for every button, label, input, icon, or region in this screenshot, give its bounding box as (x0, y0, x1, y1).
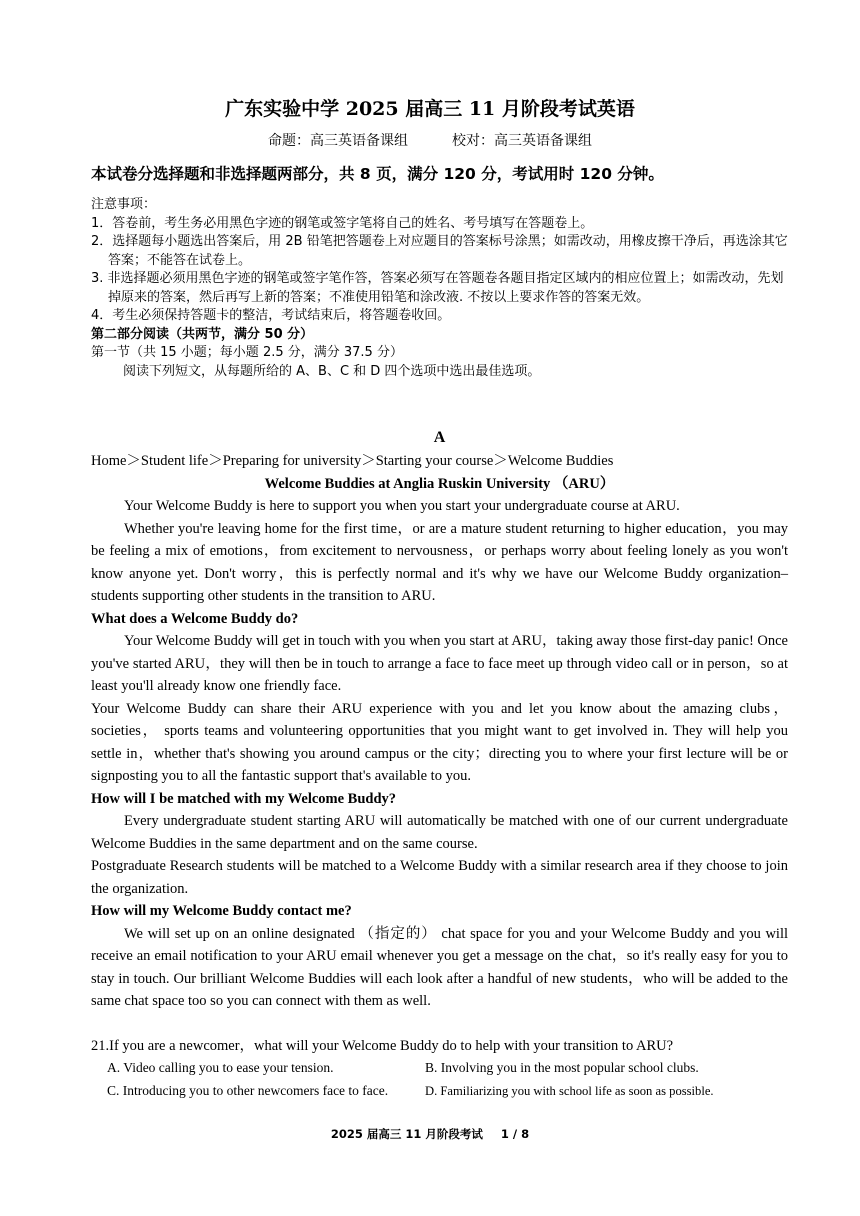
heading-how-contact: How will my Welcome Buddy contact me? (91, 903, 352, 919)
passage-letter: A (433, 429, 446, 446)
paragraph-5: Every undergraduate student starting ARU will automatically be matched with one of our current undergraduate Welcome Buddies in the same department and on the same course. (91, 813, 788, 852)
note-item-1: 1．答卷前，考生务必用黑色字迹的钢笔或签字笔将自己的姓名、考号填写在答题卷上。 (91, 215, 594, 231)
notes-title: 注意事项： (91, 197, 157, 212)
page-subtitle (0, 130, 860, 150)
paragraph-7: We will set up on an online designated （指定的） chat space for you and your Welcome Buddy and you will receive an email notification to your ARU email whenever you get a message on the chat，so it's really easy for you to stay in touch. Our brilliant Welcome Buddies will each look after a handful of new students，who will be added to the same chat space too so you can connect with them as well. (91, 925, 788, 1009)
section1-title: 第一节（共 15 小题；每小题 2.5 分，满分 37.5 分） (91, 345, 403, 360)
passage-title: Welcome Buddies at Anglia Ruskin University （ARU） (264, 475, 615, 492)
paragraph-3: Your Welcome Buddy will get in touch with you when you start at ARU，taking away those first-day panic! Once you've started ARU，they will then be in touch to arrange a face to face meet up through video call or in person，so at least you'll already know one friendly face. (91, 633, 788, 694)
exam-intro: 本试卷分选择题和非选择题两部分，共 8 页，满分 120 分，考试用时 120 分钟。 (91, 165, 664, 183)
options-row-cd (91, 1080, 788, 1103)
heading-what-does-buddy-do: What does a Welcome Buddy do? (91, 610, 299, 627)
paragraph-4: Your Welcome Buddy can share their ARU experience with you and let you know about the amazing clubs，societies， sports teams and volunteering opportunities that you might want to get involved in. They will help you settle in，whether that's showing you around campus or the city；directing you to where your first lecture will be or signposting you to all the fantastic support that's available to you. (91, 700, 788, 784)
paragraph-2: Whether you're leaving home for the first time，or are a mature student returning to higher education，you may be feeling a mix of emotions，from excitement to nervousness，or perhaps worry about feeling lonely as you won't know anyone yet. Don't worry，this is perfectly normal and it's why we have our Welcome Buddy organization–students supporting other students in the transition to ARU. (91, 520, 788, 604)
part2-title: 第二部分阅读（共两节，满分 50 分） (91, 326, 314, 342)
notes-section (91, 196, 791, 381)
page-number: 1 / 8 (500, 1127, 530, 1141)
heading-how-matched: How will I be matched with my Welcome Buddy? (91, 790, 397, 807)
checker-label: 校对：高三英语备课组 (452, 133, 592, 149)
option-d: D. Familiarizing you with school life as soon as possible. (425, 1083, 714, 1098)
note-item-2: 2．选择题每小题选出答案后，用 2B 铅笔把答题卷上对应题目的答案标号涂黑；如需改动，用橡皮擦干净后，再选涂其它答案；不能答在试卷上。 (91, 234, 788, 268)
page-title: 广东实验中学 2025 届高三 11 月阶段考试英语 (225, 98, 635, 120)
reading-passage-a (91, 426, 788, 1102)
note-item-3: 3. 非选择题必须用黑色字迹的钢笔或签字笔作答，答案必须写在答题卷各题目指定区域内的相应位置上；如需改动，先划掉原来的答案，然后再写上新的答案；不准使用铅笔和涂改液. 不按以上要求作答的答案无效。 (91, 271, 784, 305)
option-c: C. Introducing you to other newcomers face to face. (107, 1082, 389, 1098)
option-a: A. Video calling you to ease your tension. (107, 1060, 334, 1075)
note-item-4: 4．考生必须保持答题卡的整洁，考试结束后，将答题卷收回。 (91, 308, 451, 323)
question-21-stem: 21.If you are a newcomer，what will your Welcome Buddy do to help with your transition to ARU? (91, 1037, 674, 1054)
setter-label: 命题：高三英语备课组 (268, 133, 408, 149)
breadcrumb: Home＞Student life＞Preparing for university＞Starting your course＞Welcome Buddies (91, 453, 614, 469)
footer-label: 2025 届高三 11 月阶段考试 (330, 1127, 483, 1141)
paragraph-1: Your Welcome Buddy is here to support you when you start your undergraduate course at ARU. (124, 498, 680, 514)
option-b: B. Involving you in the most popular school clubs. (425, 1060, 699, 1075)
options-row-ab (91, 1057, 788, 1080)
section-instruction: 阅读下列短文，从每题所给的 A、B、C 和 D 四个选项中选出最佳选项。 (123, 363, 541, 379)
paragraph-6: Postgraduate Research students will be matched to a Welcome Buddy with a similar research area if they choose to join the organization. (91, 858, 788, 897)
page-footer (0, 1126, 860, 1142)
